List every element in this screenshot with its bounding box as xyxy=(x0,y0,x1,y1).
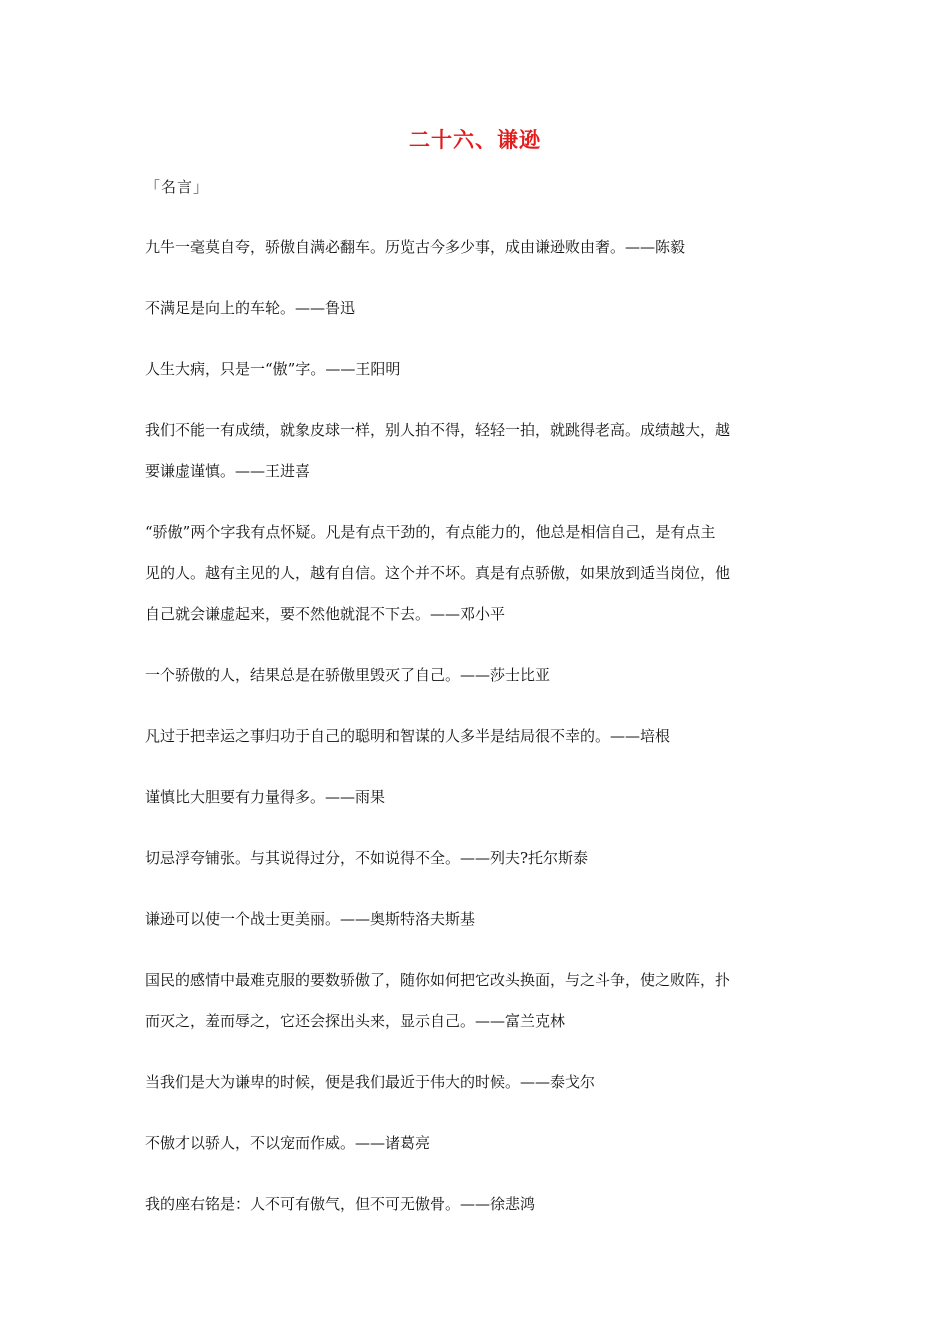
quote-line: 要谦虚谨慎。——王进喜 xyxy=(145,462,311,480)
quote-paragraph xyxy=(145,419,809,482)
quote-paragraph xyxy=(145,1071,809,1093)
quote-paragraph xyxy=(145,847,809,869)
quote-line: “骄傲”两个字我有点怀疑。凡是有点干劲的，有点能力的，他总是相信自己，是有点主 xyxy=(145,523,716,541)
section-label: 「名言」 xyxy=(145,178,210,196)
quotes-section xyxy=(145,176,809,1254)
quote-line: 自己就会谦虚起来，要不然他就混不下去。——邓小平 xyxy=(145,605,506,623)
quote-line: 不满足是向上的车轮。——鲁迅 xyxy=(145,299,356,317)
quote-paragraph xyxy=(145,908,809,930)
quote-line: 凡过于把幸运之事归功于自己的聪明和智谋的人多半是结局很不幸的。——培根 xyxy=(145,727,671,745)
quote-paragraph xyxy=(145,1193,809,1215)
quote-paragraph xyxy=(145,725,809,747)
quote-line: 见的人。越有主见的人，越有自信。这个并不坏。真是有点骄傲，如果放到适当岗位，他 xyxy=(145,564,731,582)
quote-line: 谦逊可以使一个战士更美丽。——奥斯特洛夫斯基 xyxy=(145,910,476,928)
quote-line: 当我们是大为谦卑的时候，便是我们最近于伟大的时候。——泰戈尔 xyxy=(145,1073,596,1091)
quote-line: 切忌浮夸铺张。与其说得过分，不如说得不全。——列夫?托尔斯泰 xyxy=(145,849,589,867)
quote-paragraph xyxy=(145,1132,809,1154)
quote-line: 一个骄傲的人，结果总是在骄傲里毁灭了自己。——莎士比亚 xyxy=(145,666,551,684)
document-title: 二十六、谦逊 xyxy=(409,128,541,152)
quote-line: 我的座右铭是：人不可有傲气，但不可无傲骨。——徐悲鸿 xyxy=(145,1195,536,1213)
quote-paragraph xyxy=(145,521,809,625)
quote-list xyxy=(145,236,809,1215)
quote-line: 九牛一毫莫自夸，骄傲自满必翻车。历览古今多少事，成由谦逊败由奢。——陈毅 xyxy=(145,238,686,256)
quote-line: 谨慎比大胆要有力量得多。——雨果 xyxy=(145,788,386,806)
quote-line: 而灭之，羞而辱之，它还会探出头来，显示自己。——富兰克林 xyxy=(145,1012,566,1030)
quote-paragraph xyxy=(145,786,809,808)
quote-line: 国民的感情中最难克服的要数骄傲了，随你如何把它改头换面，与之斗争，使之败阵，扑 xyxy=(145,971,731,989)
quote-line: 不傲才以骄人，不以宠而作威。——诸葛亮 xyxy=(145,1134,431,1152)
quote-paragraph xyxy=(145,236,809,258)
quote-paragraph xyxy=(145,358,809,380)
quote-paragraph xyxy=(145,297,809,319)
quote-line: 人生大病，只是一“傲”字。——王阳明 xyxy=(145,360,401,378)
quote-paragraph xyxy=(145,969,809,1032)
quote-paragraph xyxy=(145,664,809,686)
quote-line: 我们不能一有成绩，就象皮球一样，别人拍不得，轻轻一拍，就跳得老高。成绩越大，越 xyxy=(145,421,731,439)
